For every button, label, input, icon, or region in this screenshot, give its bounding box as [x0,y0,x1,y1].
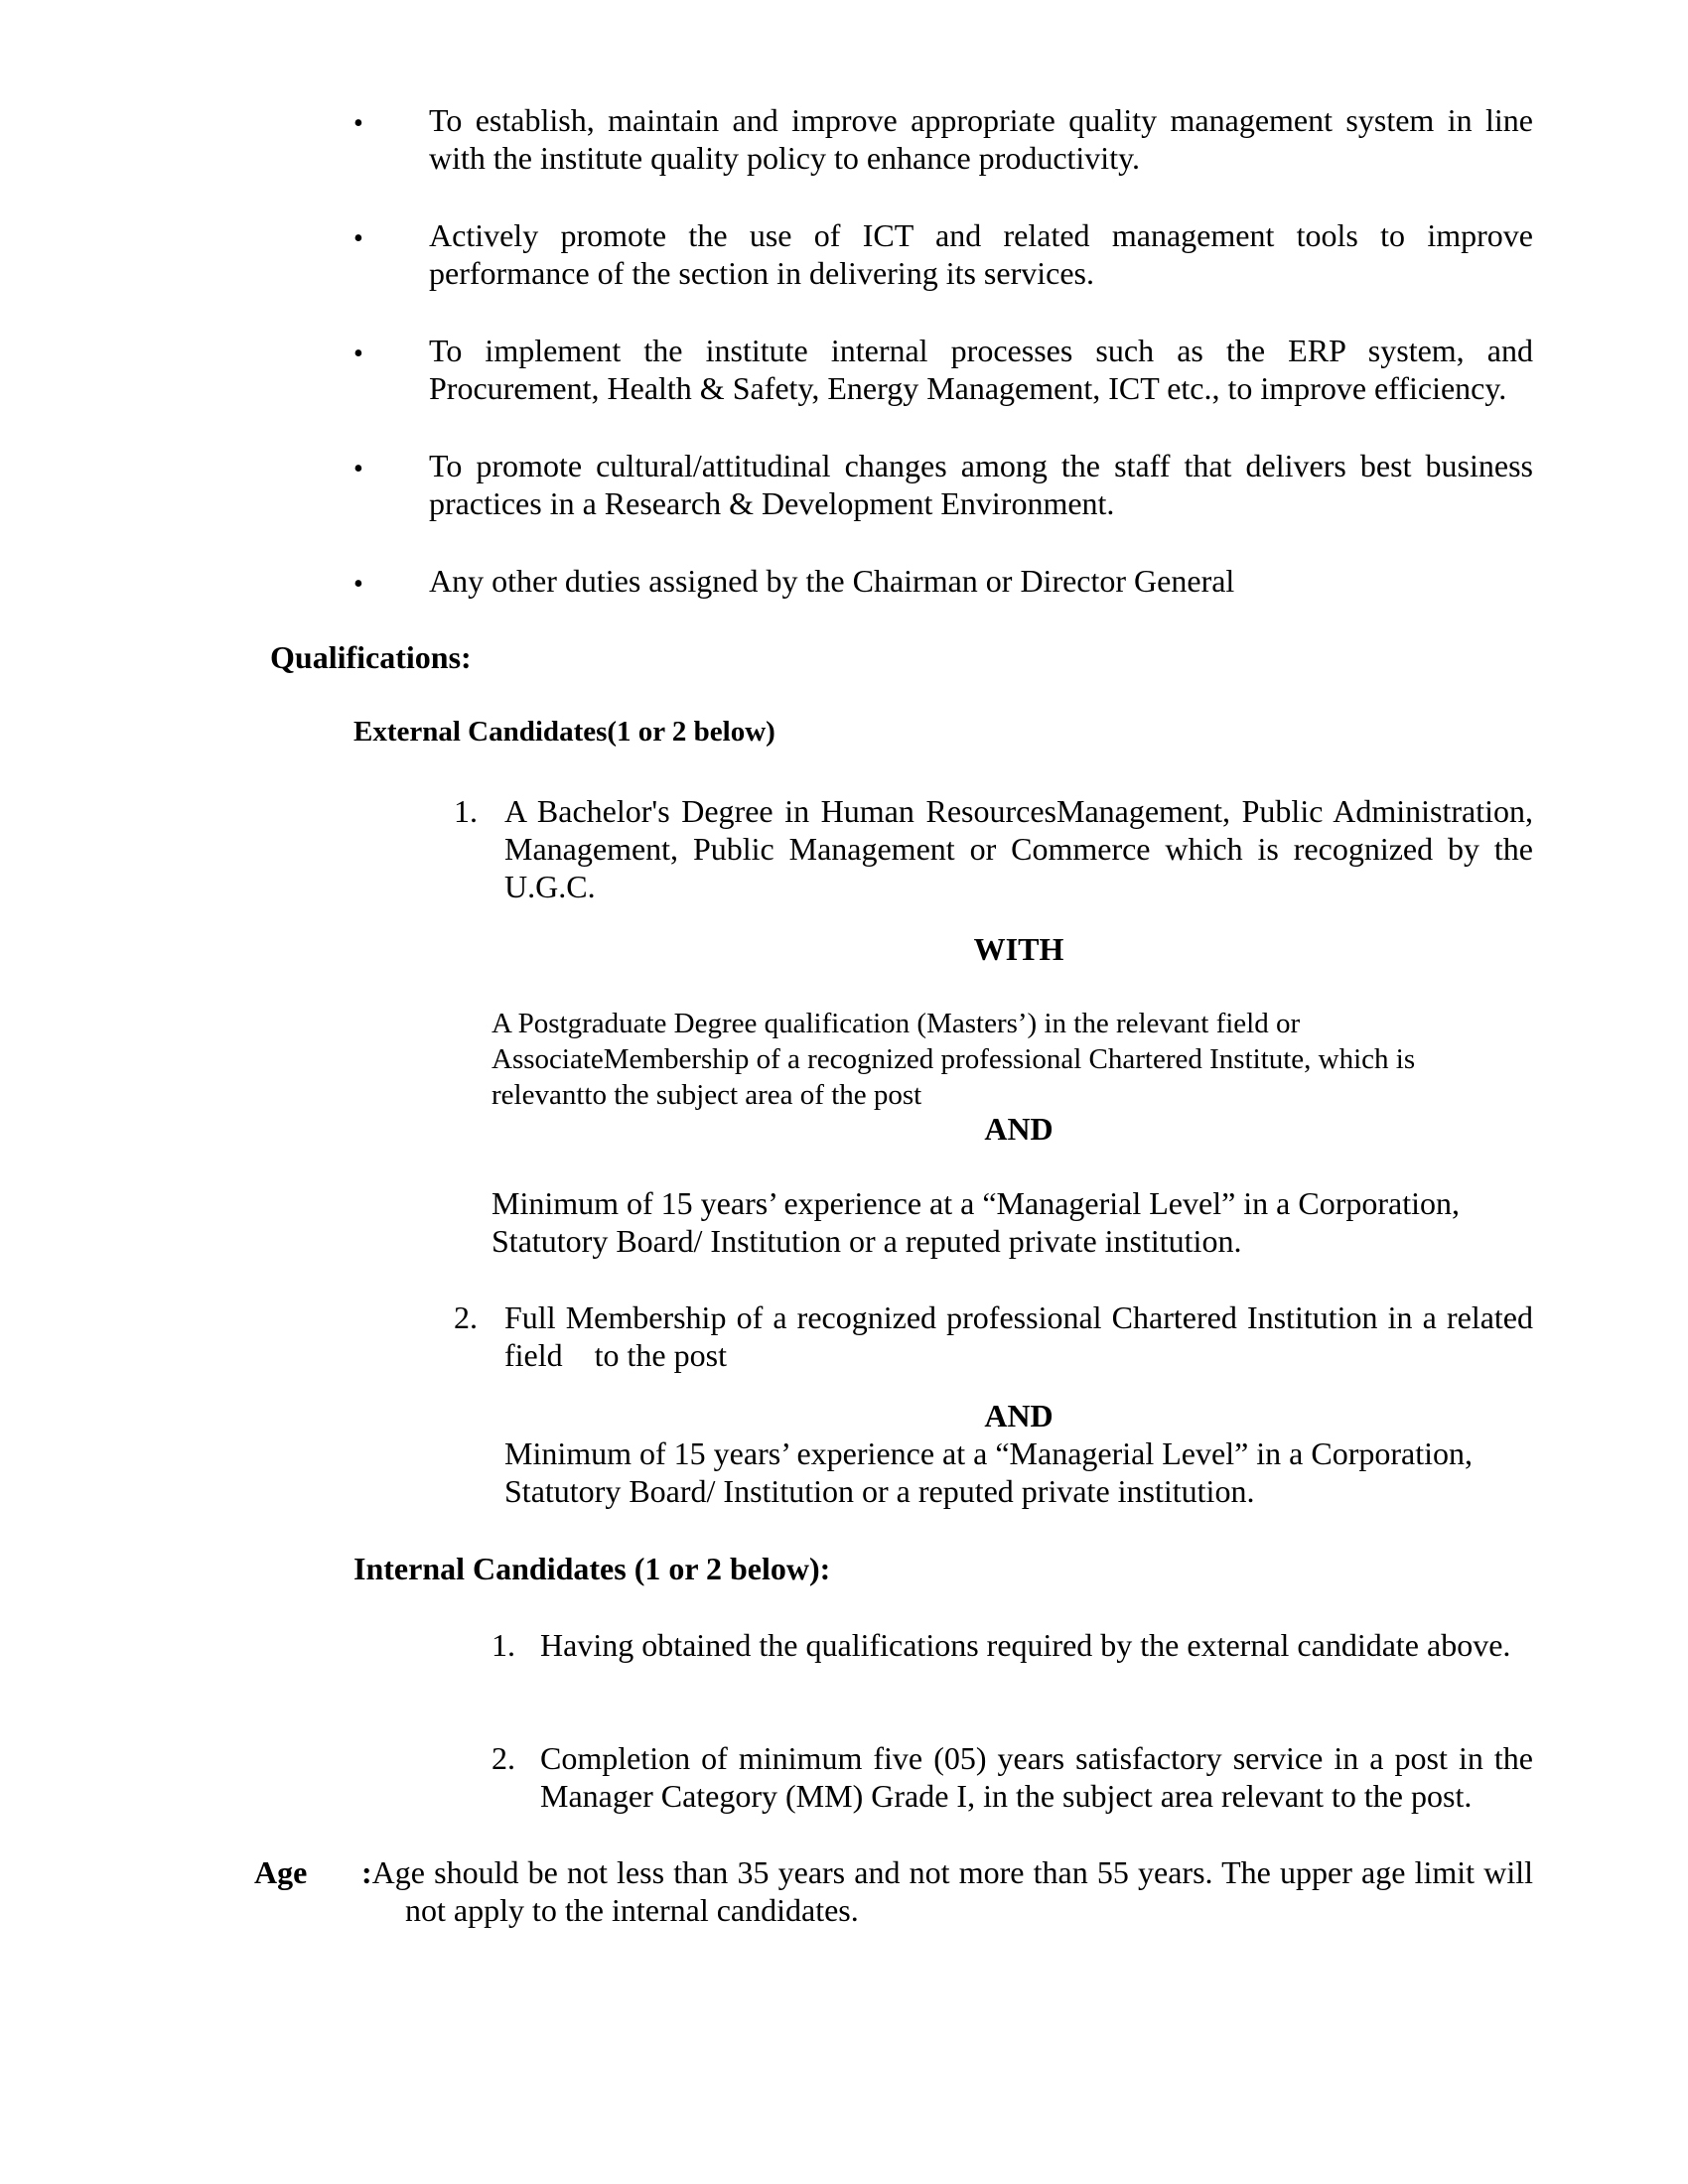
external-candidates-heading: External Candidates(1 or 2 below) [353,716,775,748]
age-requirement [361,1853,1533,1929]
age-text: Age should be not less than 35 years and not more than 55 years. The upper age limit will not apply to the internal candidates. [371,1854,1533,1928]
bullet-icon: • [353,454,363,484]
age-colon: : [361,1854,372,1890]
with-label: WITH [973,931,1064,967]
item-number: 2. [454,1299,478,1335]
external-item-1-text: A Bachelor's Degree in Human ResourcesManagement, Public Administration, Management, Public Management or Commerce which is recognized by the U.G.C. [504,793,1533,904]
item-number: 1. [454,793,478,829]
item-number: 1. [492,1627,515,1663]
item-number: 2. [492,1740,515,1776]
external-item-2-text: Full Membership of a recognized professional Chartered Institution in a related field to the post [504,1299,1541,1373]
experience-requirement: Minimum of 15 years’ experience at a “Managerial Level” in a Corporation, Statutory Board/ Institution or a reputed private institution. [504,1435,1474,1509]
and-label: AND [984,1398,1054,1433]
qualifications-heading: Qualifications: [270,639,472,675]
internal-item-2-text: Completion of minimum five (05) years satisfactory service in a post in the Manager Category (MM) Grade I, in the subject area relevant to the post. [540,1740,1533,1814]
internal-candidates-heading: Internal Candidates (1 or 2 below): [353,1551,831,1586]
internal-item-1-text: Having obtained the qualifications required by the external candidate above. [540,1627,1511,1663]
bullet-icon: • [353,108,363,139]
duty-item: To establish, maintain and improve appropriate quality management system in line with the institute quality policy to enhance productivity. [429,102,1533,176]
bullet-icon: • [353,339,363,369]
age-label: Age [254,1854,308,1890]
bullet-icon: • [353,569,363,600]
bullet-icon: • [353,223,363,254]
postgrad-requirement: A Postgraduate Degree qualification (Masters’) in the relevant field or AssociateMembership of a recognized professional Chartered Institute, which is relevantto the subject area of the post [492,1008,1416,1111]
and-label: AND [984,1111,1054,1147]
duty-item: To implement the institute internal processes such as the ERP system, and Procurement, Health & Safety, Energy Management, ICT etc., to improve efficiency. [429,333,1533,406]
experience-requirement: Minimum of 15 years’ experience at a “Managerial Level” in a Corporation, Statutory Board/ Institution or a reputed private institution. [492,1185,1461,1259]
duty-item: To promote cultural/attitudinal changes among the staff that delivers best business practices in a Research & Development Environment. [429,448,1533,521]
duty-item: Actively promote the use of ICT and related management tools to improve performance of the section in delivering its services. [429,217,1533,291]
duty-item: Any other duties assigned by the Chairman or Director General [429,563,1235,599]
